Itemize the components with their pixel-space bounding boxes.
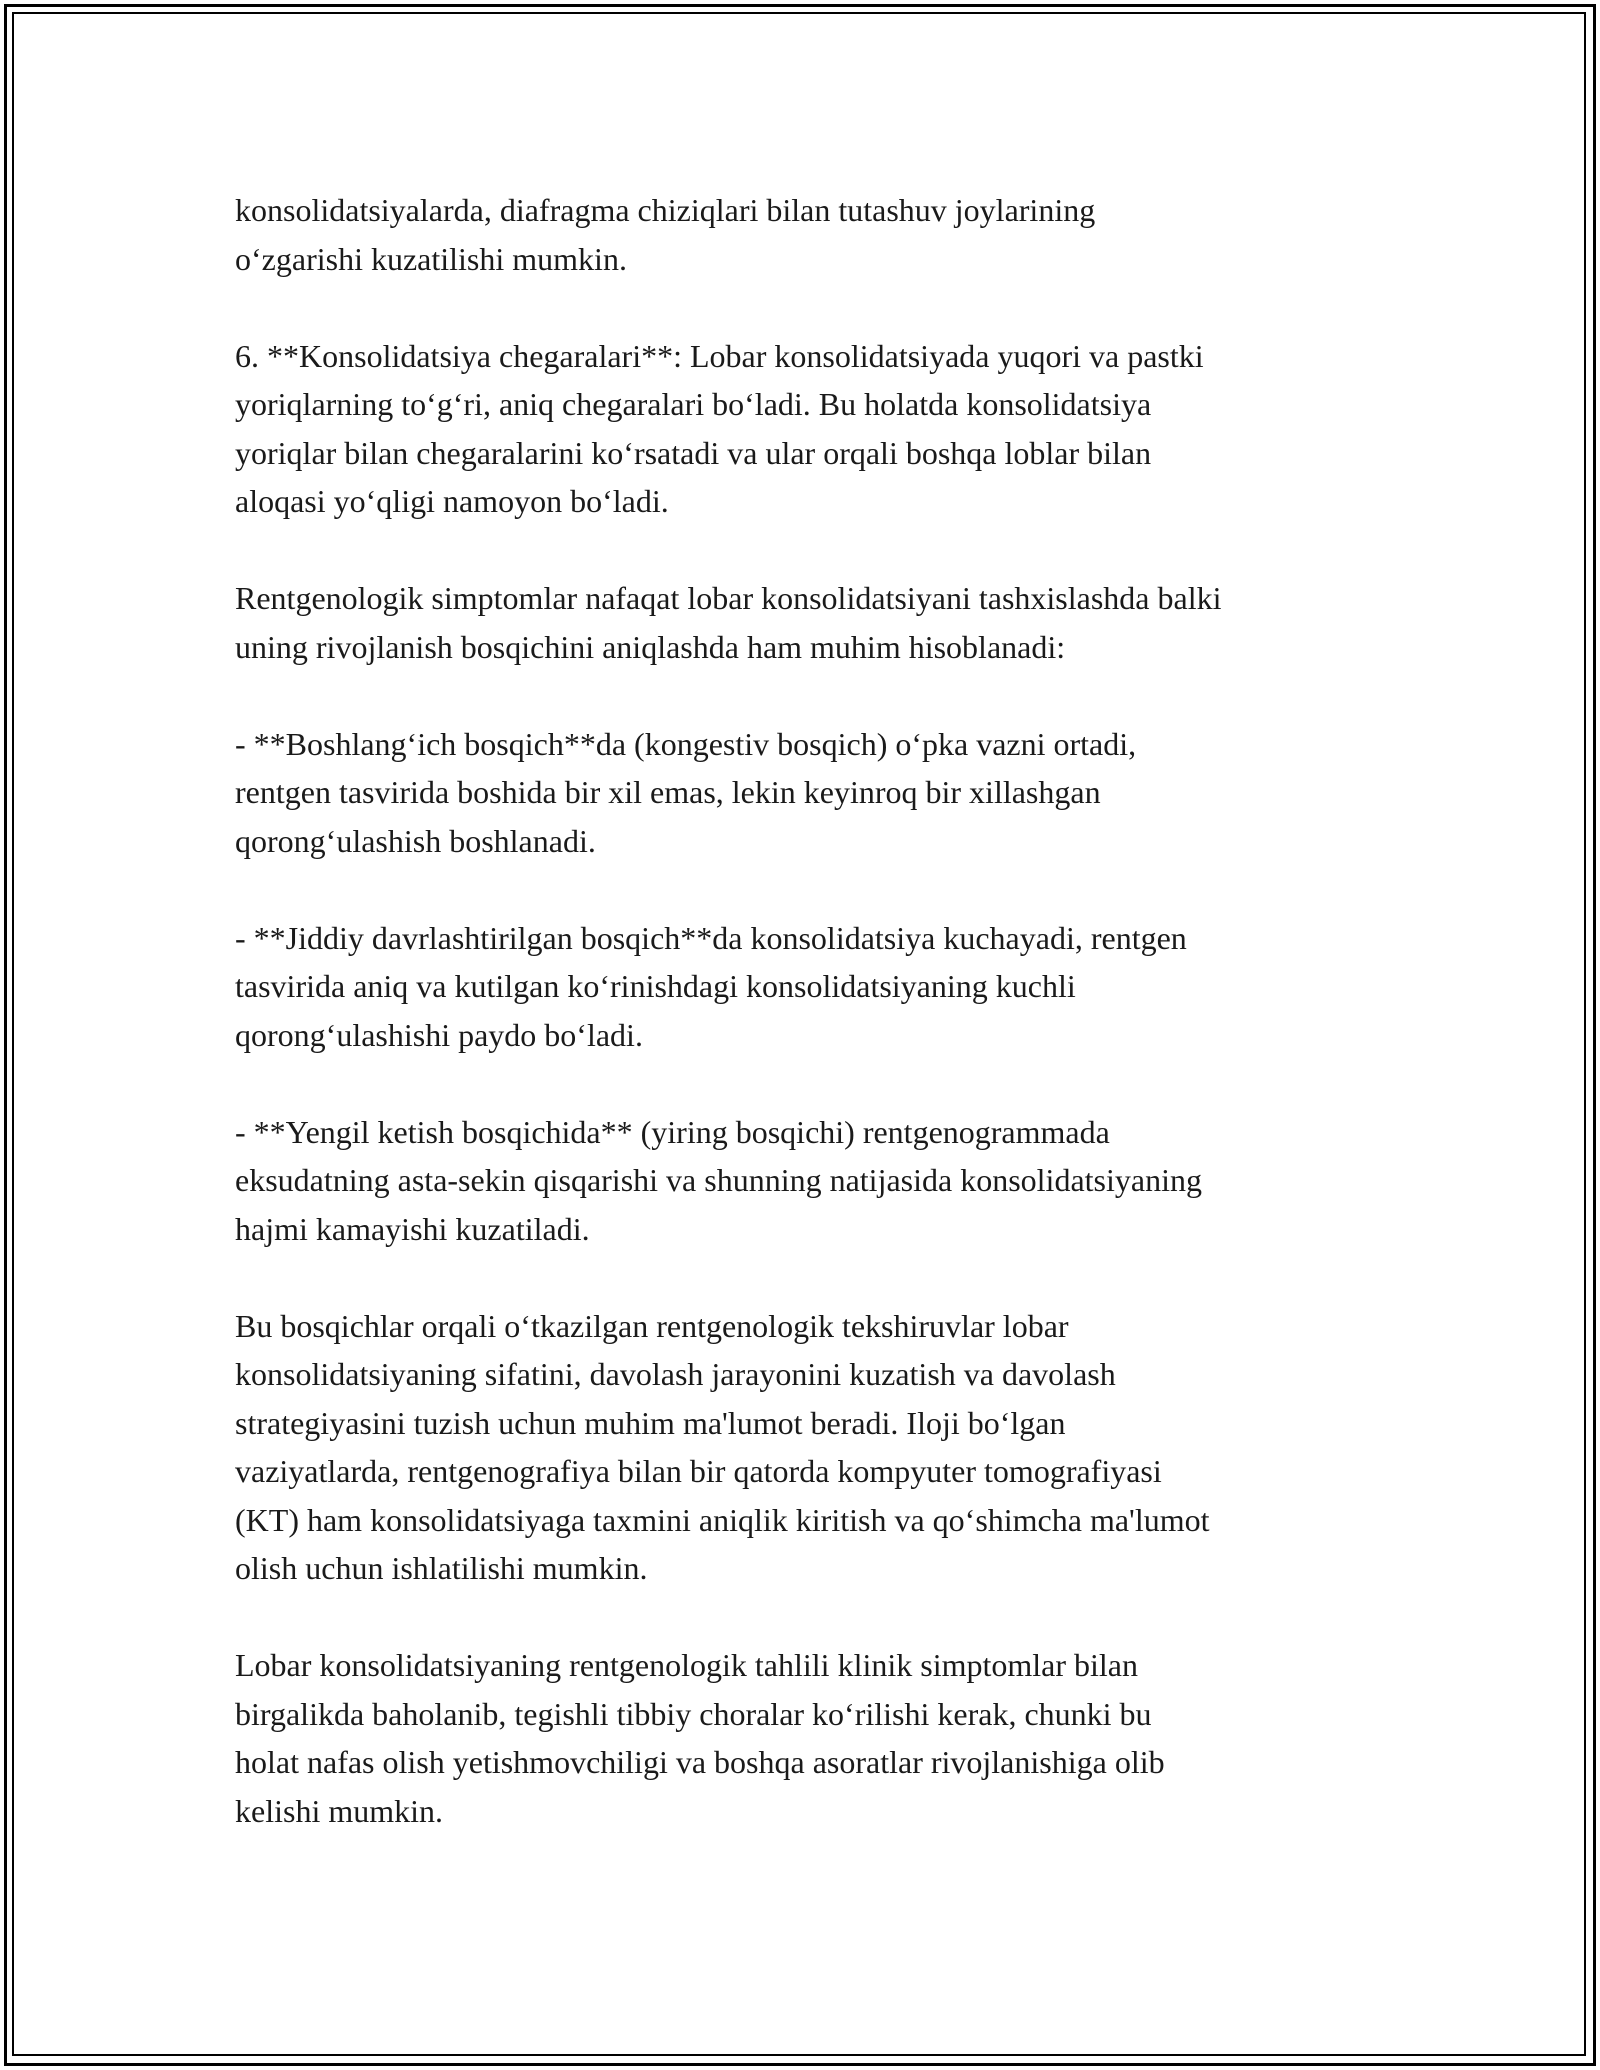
paragraph-clinical-conclusion: Lobar konsolidatsiyaning rentgenologik tahlili klinik simptomlar bilan birgalikda baholanib, tegishli tibbiy choralar ko‘rilishi kerak, chunki bu holat nafas olish yetishmovchiligi va boshqa asoratlar rivojlanishiga olib kelishi mumkin. [235, 1647, 1165, 1829]
paragraph-diaphragm-continuation: konsolidatsiyalarda, diafragma chiziqlari bilan tutashuv joylarining o‘zgarishi kuzatilishi mumkin. [235, 192, 1096, 277]
paragraph-examination-value: Bu bosqichlar orqali o‘tkazilgan rentgenologik tekshiruvlar lobar konsolidatsiyaning sifatini, davolash jarayonini kuzatish va davolash strategiyasini tuzish uchun muhim ma'lumot beradi. Iloji bo‘lgan vaziyatlarda, rentgenografiya bilan bir qatorda kompyuter tomografiyasi (KT) ham konsolidatsiyaga taxmini aniqlik kiritish va qo‘shimcha ma'lumot olish uchun ishlatilishi mumkin. [235, 1307, 1210, 1586]
paragraph-consolidation-borders: 6. **Konsolidatsiya chegaralari**: Lobar konsolidatsiyada yuqori va pastki yoriqlarning to‘g‘ri, aniq chegaralari bo‘ladi. Bu holatda konsolidatsiya yoriqlar bilan chegaralarini ko‘rsatadi va ular orqali boshqa loblar bilan aloqasi yo‘qligi namoyon bo‘ladi. [235, 337, 1204, 519]
list-item-severe-stage: - **Jiddiy davrlashtirilgan bosqich**da konsolidatsiya kuchayadi, rentgen tasvirida aniq va kutilgan ko‘rinishdagi konsolidatsiyaning kuchli qorong‘ulashishi paydo bo‘ladi. [235, 919, 1187, 1053]
list-item-initial-stage: - **Boshlang‘ich bosqich**da (kongestiv bosqich) o‘pka vazni ortadi, rentgen tasvirida boshida bir xil emas, lekin keyinroq bir xillashgan qorong‘ulashish boshlanadi. [235, 725, 1137, 859]
document-body [235, 186, 1395, 1835]
paragraph-radiologic-symptoms-intro: Rentgenologik simptomlar nafaqat lobar konsolidatsiyani tashxislashda balki uning rivojlanish bosqichini aniqlashda ham muhim hisoblanadi: [235, 580, 1222, 665]
list-item-resolution-stage: - **Yengil ketish bosqichida** (yiring bosqichi) rentgenogrammada eksudatning asta-sekin qisqarishi va shunning natijasida konsolidatsiyaning hajmi kamayishi kuzatiladi. [235, 1113, 1202, 1247]
